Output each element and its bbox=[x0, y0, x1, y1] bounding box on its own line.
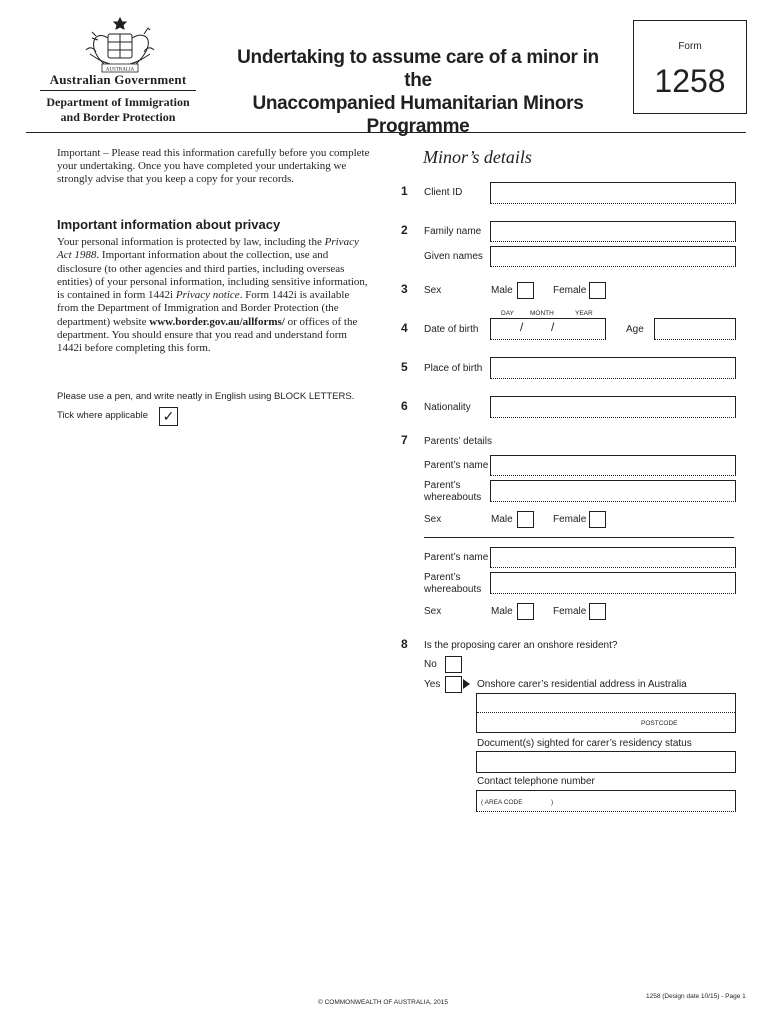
privacy-notice: Privacy notice bbox=[175, 289, 240, 302]
privacy-text bbox=[57, 236, 373, 356]
date-separator-1: / bbox=[520, 320, 524, 334]
form-number: 1258 bbox=[654, 63, 726, 99]
form-title-line-1: Undertaking to assume care of a minor in the bbox=[237, 47, 599, 91]
parent-1-female-checkbox[interactable] bbox=[589, 511, 606, 528]
carer-address-input[interactable] bbox=[476, 693, 736, 733]
question-number-5: 5 bbox=[401, 360, 408, 374]
whereabouts-line-2: whereabouts bbox=[424, 584, 482, 595]
area-code-label: ( AREA CODE bbox=[481, 799, 523, 806]
whereabouts-line-1: Parent’s bbox=[424, 572, 461, 583]
day-label: DAY bbox=[501, 310, 514, 317]
parent-1-whereabouts-label bbox=[424, 480, 481, 504]
no-checkbox[interactable] bbox=[445, 656, 462, 673]
date-of-birth-input[interactable] bbox=[490, 318, 606, 340]
question-number-7: 7 bbox=[401, 433, 408, 447]
parent-2-female-label: Female bbox=[553, 606, 587, 617]
place-of-birth-input[interactable] bbox=[490, 357, 736, 379]
yes-checkbox[interactable] bbox=[445, 676, 462, 693]
department-line-2: and Border Protection bbox=[60, 110, 176, 124]
age-label: Age bbox=[626, 324, 644, 335]
parent-1-whereabouts-input[interactable] bbox=[490, 480, 736, 502]
documents-sighted-input[interactable] bbox=[476, 751, 736, 773]
tick-instruction: Tick where applicable bbox=[57, 410, 148, 421]
tick-example-box: ✓ bbox=[159, 407, 178, 426]
question-number-1: 1 bbox=[401, 184, 408, 198]
form-number-box bbox=[633, 20, 747, 114]
client-id-label: Client ID bbox=[424, 187, 463, 198]
parent-2-male-label: Male bbox=[491, 606, 513, 617]
no-label: No bbox=[424, 659, 437, 670]
onshore-question: Is the proposing carer an onshore resident? bbox=[424, 640, 618, 651]
given-names-label: Given names bbox=[424, 251, 483, 262]
government-name: Australian Government bbox=[49, 72, 187, 87]
age-input[interactable] bbox=[654, 318, 736, 340]
male-checkbox[interactable] bbox=[517, 282, 534, 299]
parent-1-male-checkbox[interactable] bbox=[517, 511, 534, 528]
postcode-label: POSTCODE bbox=[641, 720, 678, 727]
department-name bbox=[38, 95, 198, 125]
header-divider bbox=[40, 90, 196, 91]
privacy-text-2: . Important information about the collection, use and disclosure (to other agencies and third parties, including overseas entities) of your personal information, including sensitive information, is contained in form 1442i bbox=[57, 249, 368, 302]
documents-sighted-label: Document(s) sighted for carer’s residency status bbox=[477, 738, 692, 749]
female-checkbox[interactable] bbox=[589, 282, 606, 299]
parent-2-female-checkbox[interactable] bbox=[589, 603, 606, 620]
male-label: Male bbox=[491, 285, 513, 296]
coat-of-arms-icon bbox=[80, 14, 160, 76]
year-label: YEAR bbox=[575, 310, 593, 317]
parent-2-name-label: Parent’s name bbox=[424, 552, 489, 563]
date-separator-2: / bbox=[551, 320, 555, 334]
question-number-8: 8 bbox=[401, 637, 408, 651]
form-title bbox=[222, 46, 614, 138]
question-number-2: 2 bbox=[401, 223, 408, 237]
nationality-input[interactable] bbox=[490, 396, 736, 418]
privacy-text-4: or offices of the department. You should ensure that you read and understand form 1442i before completing this form. bbox=[57, 315, 358, 355]
privacy-act: Privacy Act 1988 bbox=[57, 236, 359, 262]
arrow-right-icon bbox=[463, 679, 470, 689]
privacy-text-1: Your personal information is protected by law, including the bbox=[57, 236, 325, 248]
pen-instruction: Please use a pen, and write neatly in English using BLOCK LETTERS. bbox=[57, 391, 355, 402]
place-of-birth-label: Place of birth bbox=[424, 363, 483, 374]
whereabouts-line-1: Parent’s bbox=[424, 480, 461, 491]
privacy-url-link[interactable]: www.border.gov.au/allforms/ bbox=[149, 315, 285, 328]
question-number-6: 6 bbox=[401, 399, 408, 413]
copyright-text: © COMMONWEALTH OF AUSTRALIA, 2015 bbox=[318, 999, 448, 1006]
privacy-heading: Important information about privacy bbox=[57, 217, 281, 232]
yes-label: Yes bbox=[424, 679, 441, 690]
parent-1-female-label: Female bbox=[553, 514, 587, 525]
department-line-1: Department of Immigration bbox=[46, 95, 190, 109]
parent-2-sex-label: Sex bbox=[424, 606, 442, 617]
area-code-close: ) bbox=[551, 799, 554, 806]
parent-1-name-input[interactable] bbox=[490, 455, 736, 476]
nationality-label: Nationality bbox=[424, 402, 471, 413]
given-names-input[interactable] bbox=[490, 246, 736, 267]
sex-label: Sex bbox=[424, 285, 442, 296]
parent-1-male-label: Male bbox=[491, 514, 513, 525]
female-label: Female bbox=[553, 285, 587, 296]
parent-2-male-checkbox[interactable] bbox=[517, 603, 534, 620]
important-notice: Important – Please read this information carefully before you complete your undertaking. Once you have completed your undertaking we strongly advise that you keep a copy for your records. bbox=[57, 147, 370, 185]
crest-banner-text: AUSTRALIA bbox=[105, 67, 135, 73]
family-name-input[interactable] bbox=[490, 221, 736, 242]
header-rule bbox=[26, 132, 746, 133]
parents-details-label: Parents’ details bbox=[424, 436, 492, 447]
whereabouts-line-2: whereabouts bbox=[424, 492, 482, 503]
question-number-4: 4 bbox=[401, 321, 408, 335]
parent-2-name-input[interactable] bbox=[490, 547, 736, 568]
parent-1-name-label: Parent’s name bbox=[424, 460, 489, 471]
form-title-line-2: Unaccompanied Humanitarian Minors bbox=[252, 93, 584, 114]
privacy-text-3: . Form 1442i is available from the Department of Immigration and Border Protection (the department) website bbox=[57, 289, 350, 328]
parent-2-whereabouts-label bbox=[424, 572, 481, 596]
telephone-label: Contact telephone number bbox=[477, 776, 595, 787]
carer-address-label: Onshore carer’s residential address in Australia bbox=[477, 679, 687, 690]
month-label: MONTH bbox=[530, 310, 554, 317]
page-info: 1258 (Design date 10/15) - Page 1 bbox=[646, 993, 746, 1000]
parents-divider bbox=[424, 537, 734, 538]
parent-1-sex-label: Sex bbox=[424, 514, 442, 525]
form-title-line-3: Programme bbox=[366, 116, 470, 137]
date-of-birth-label: Date of birth bbox=[424, 324, 479, 335]
parent-2-whereabouts-input[interactable] bbox=[490, 572, 736, 594]
client-id-input[interactable] bbox=[490, 182, 736, 204]
section-heading: Minor’s details bbox=[423, 147, 532, 167]
question-number-3: 3 bbox=[401, 282, 408, 296]
family-name-label: Family name bbox=[424, 226, 482, 237]
form-label: Form bbox=[678, 41, 702, 52]
